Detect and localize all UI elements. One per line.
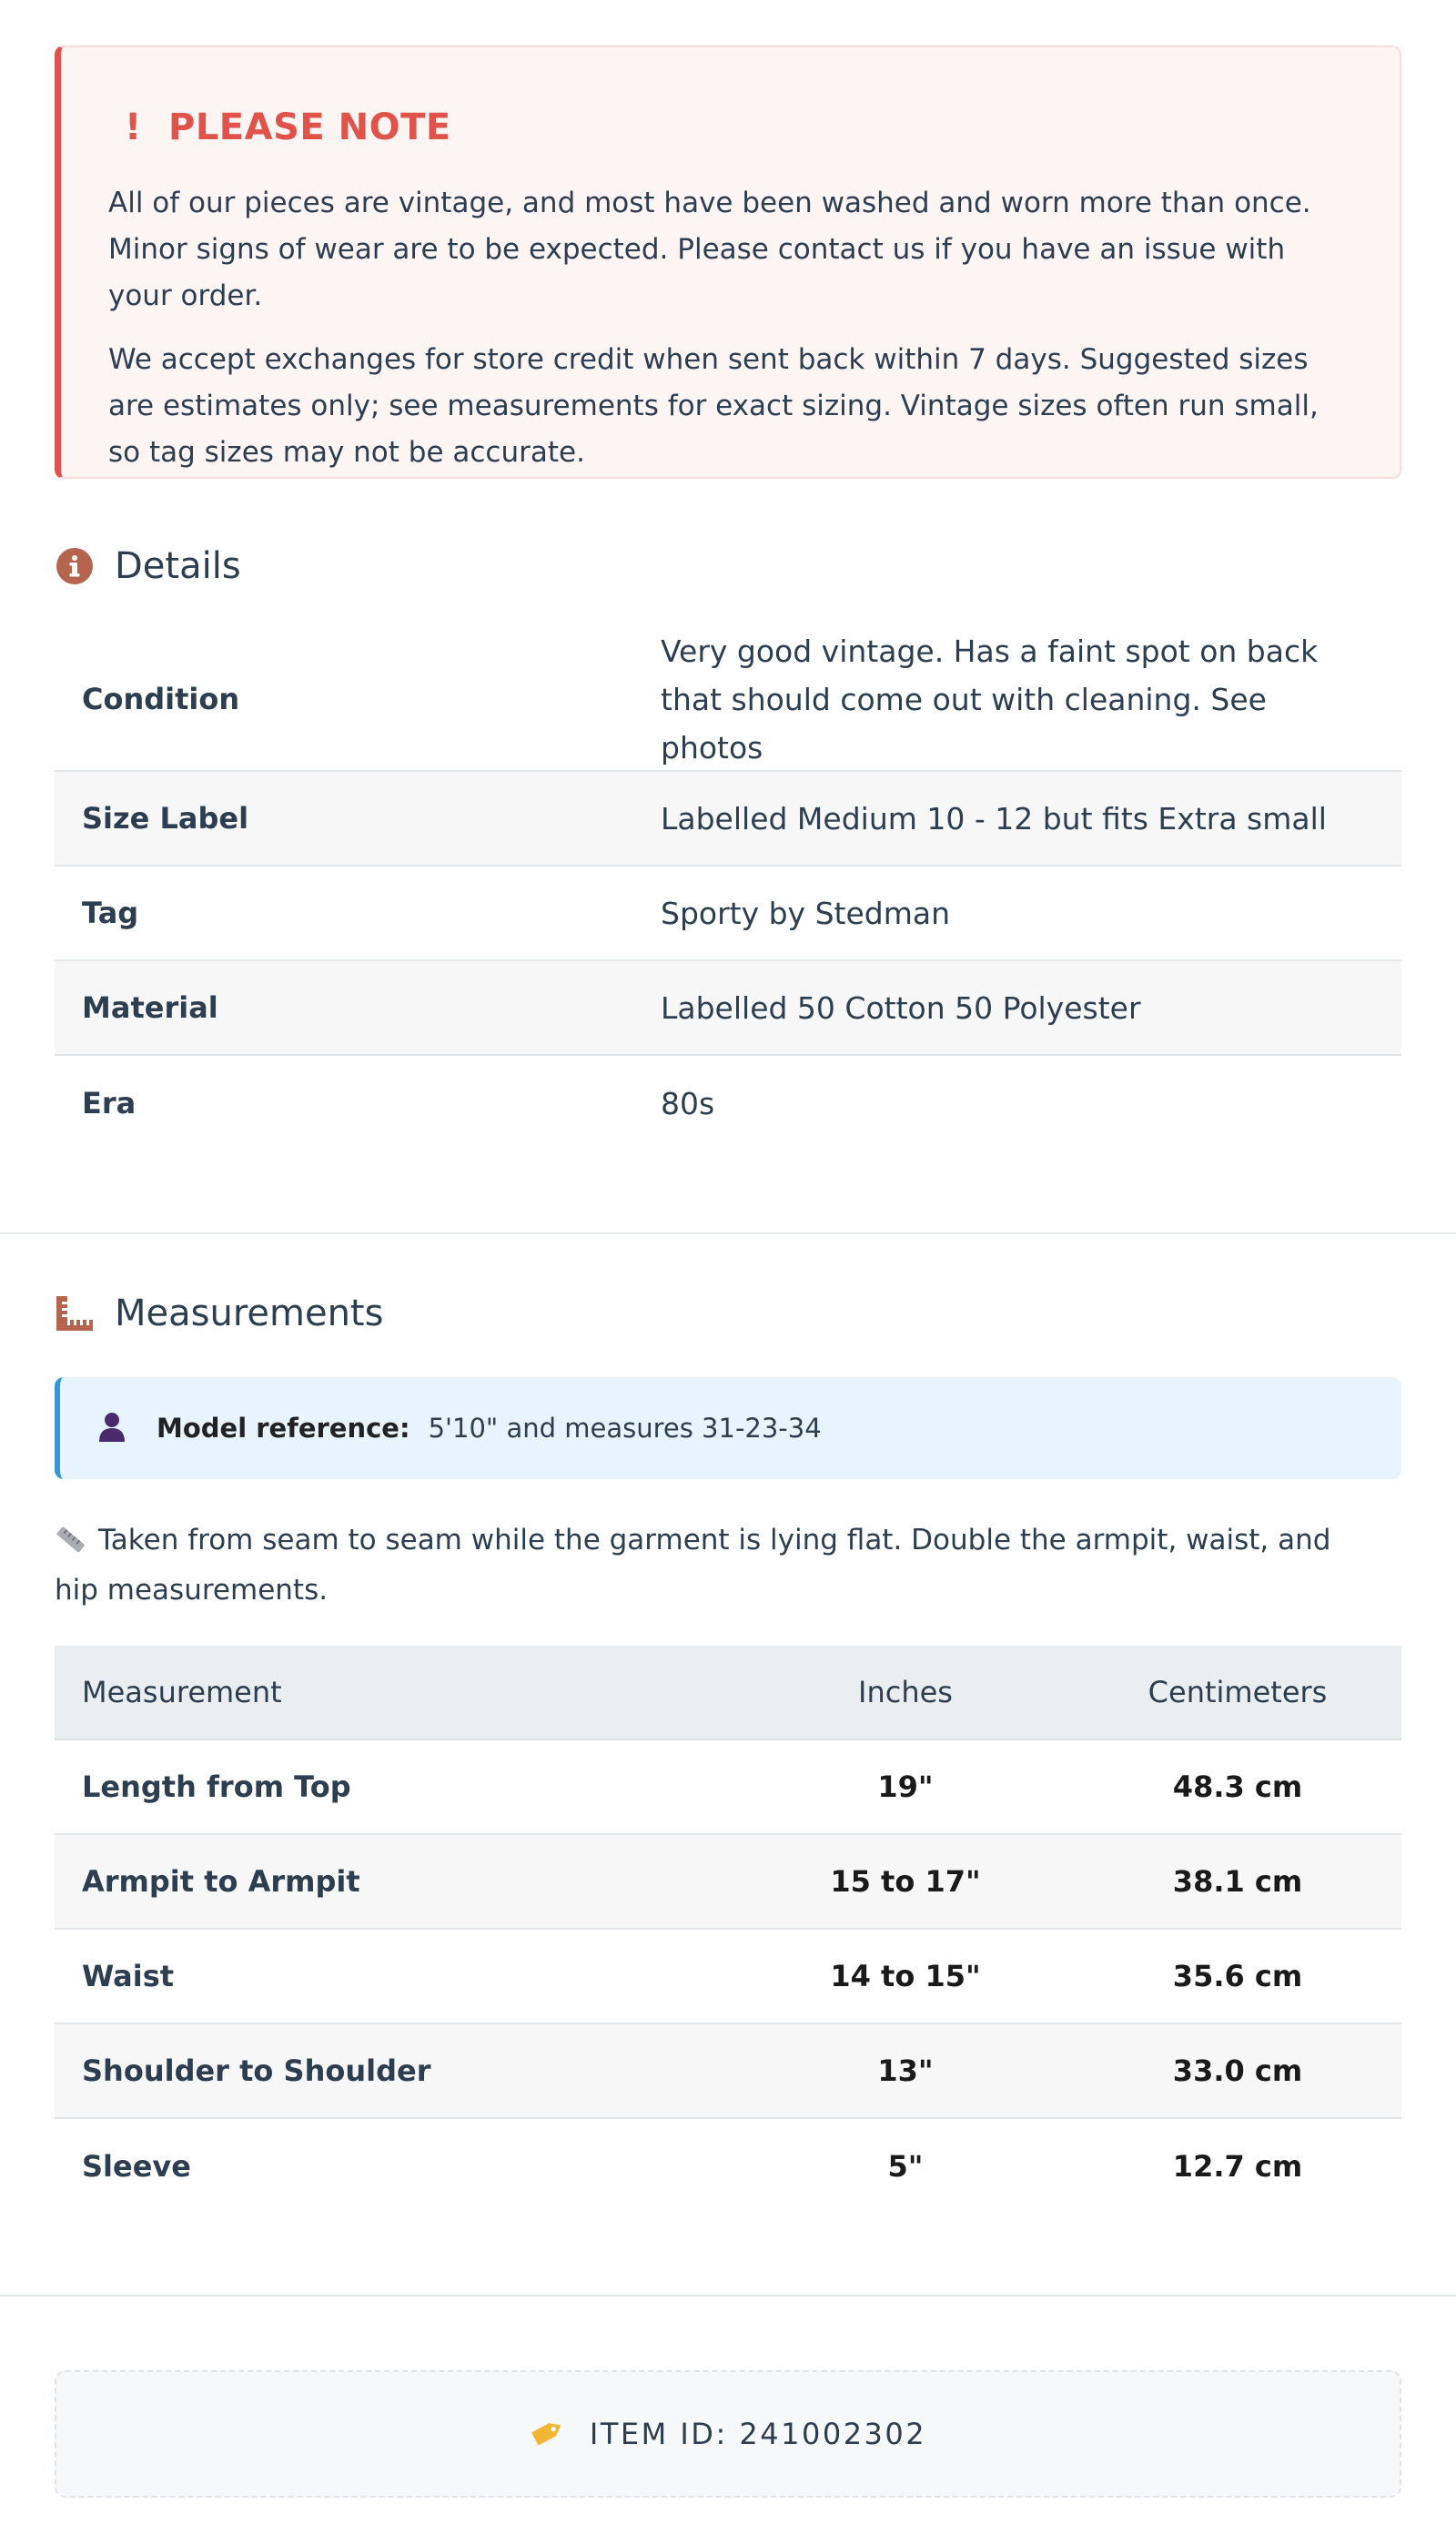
notice-paragraph: All of our pieces are vintage, and most have been washed and worn more than once. Minor signs of wear are to be expected. Please contact us if you have an issue with your order. xyxy=(108,187,1311,312)
model-reference-box xyxy=(55,1377,1401,1479)
detail-label: Material xyxy=(82,990,218,1025)
table-row xyxy=(55,1835,1401,1930)
measurement-name: Waist xyxy=(82,1959,175,1993)
measurement-inches: 5" xyxy=(887,2149,924,2184)
measurement-name: Shoulder to Shoulder xyxy=(82,2053,431,2088)
detail-label: Era xyxy=(82,1086,136,1120)
measurement-inches: 19" xyxy=(877,1769,934,1804)
table-row xyxy=(55,2119,1401,2214)
table-row xyxy=(55,1740,1401,1835)
detail-value: Labelled 50 Cotton 50 Polyester xyxy=(661,989,1141,1026)
measurement-name: Length from Top xyxy=(82,1769,351,1804)
person-icon xyxy=(96,1410,127,1446)
column-header: Measurement xyxy=(82,1675,282,1709)
column-header: Inches xyxy=(858,1675,953,1709)
measurement-inches: 13" xyxy=(877,2053,934,2088)
column-header: Centimeters xyxy=(1148,1675,1328,1709)
measurement-note-text: Taken from seam to seam while the garment is lying flat. Double the armpit, waist, and hip measurements. xyxy=(55,1524,1331,1607)
model-reference-label: Model reference: xyxy=(157,1413,410,1444)
measurement-name: Armpit to Armpit xyxy=(82,1864,360,1899)
measurement-cm: 12.7 cm xyxy=(1172,2149,1303,2184)
notice-paragraph: We accept exchanges for store credit when sent back within 7 days. Suggested sizes are estimates only; see measurements for exact sizing. Vintage sizes often run small, so tag sizes may not be accurate. xyxy=(108,343,1319,469)
measurement-inches: 14 to 15" xyxy=(830,1959,981,1993)
table-row xyxy=(55,772,1401,867)
table-header xyxy=(55,1646,1401,1740)
section-divider xyxy=(0,2295,1456,2297)
measurement-cm: 35.6 cm xyxy=(1172,1959,1303,1993)
section-divider xyxy=(0,1232,1456,1234)
measurement-cm: 48.3 cm xyxy=(1172,1769,1303,1804)
detail-value: Sporty by Stedman xyxy=(661,895,950,931)
details-table xyxy=(55,628,1401,1151)
measurement-cm: 38.1 cm xyxy=(1172,1864,1303,1899)
detail-label: Size Label xyxy=(82,801,249,836)
table-row xyxy=(55,867,1401,961)
measurement-name: Sleeve xyxy=(82,2149,191,2184)
detail-value: 80s xyxy=(661,1085,715,1121)
table-row xyxy=(55,628,1401,772)
detail-value: Labelled Medium 10 - 12 but fits Extra small xyxy=(661,800,1327,837)
please-note-box xyxy=(55,46,1401,479)
measurement-inches: 15 to 17" xyxy=(830,1864,981,1899)
table-row xyxy=(55,2024,1401,2119)
measurements-table xyxy=(55,1646,1401,2214)
info-circle-icon xyxy=(55,546,95,586)
table-row xyxy=(55,1056,1401,1151)
details-heading xyxy=(55,545,241,587)
measurement-cm: 33.0 cm xyxy=(1172,2053,1303,2088)
detail-label: Condition xyxy=(82,682,240,716)
ruler-small-icon xyxy=(55,1521,87,1567)
notice-header xyxy=(108,100,1354,155)
ruler-icon xyxy=(55,1293,95,1333)
item-id-label: ITEM ID: 241002302 xyxy=(589,2417,927,2451)
measurement-note xyxy=(55,1517,1365,1614)
table-row xyxy=(55,961,1401,1056)
table-row xyxy=(55,1930,1401,2024)
section-title: Details xyxy=(115,545,241,587)
exclamation-icon: ! xyxy=(125,106,142,148)
item-id-box xyxy=(55,2370,1401,2498)
model-reference-value: 5'10" and measures 31-23-34 xyxy=(428,1413,822,1444)
measurements-heading xyxy=(55,1293,383,1334)
detail-label: Tag xyxy=(82,896,139,930)
detail-value: Very good vintage. Has a faint spot on back that should come out with cleaning. See photos xyxy=(661,633,1319,766)
section-title: Measurements xyxy=(115,1293,384,1334)
tag-icon xyxy=(530,2417,566,2451)
notice-title: PLEASE NOTE xyxy=(168,106,451,148)
